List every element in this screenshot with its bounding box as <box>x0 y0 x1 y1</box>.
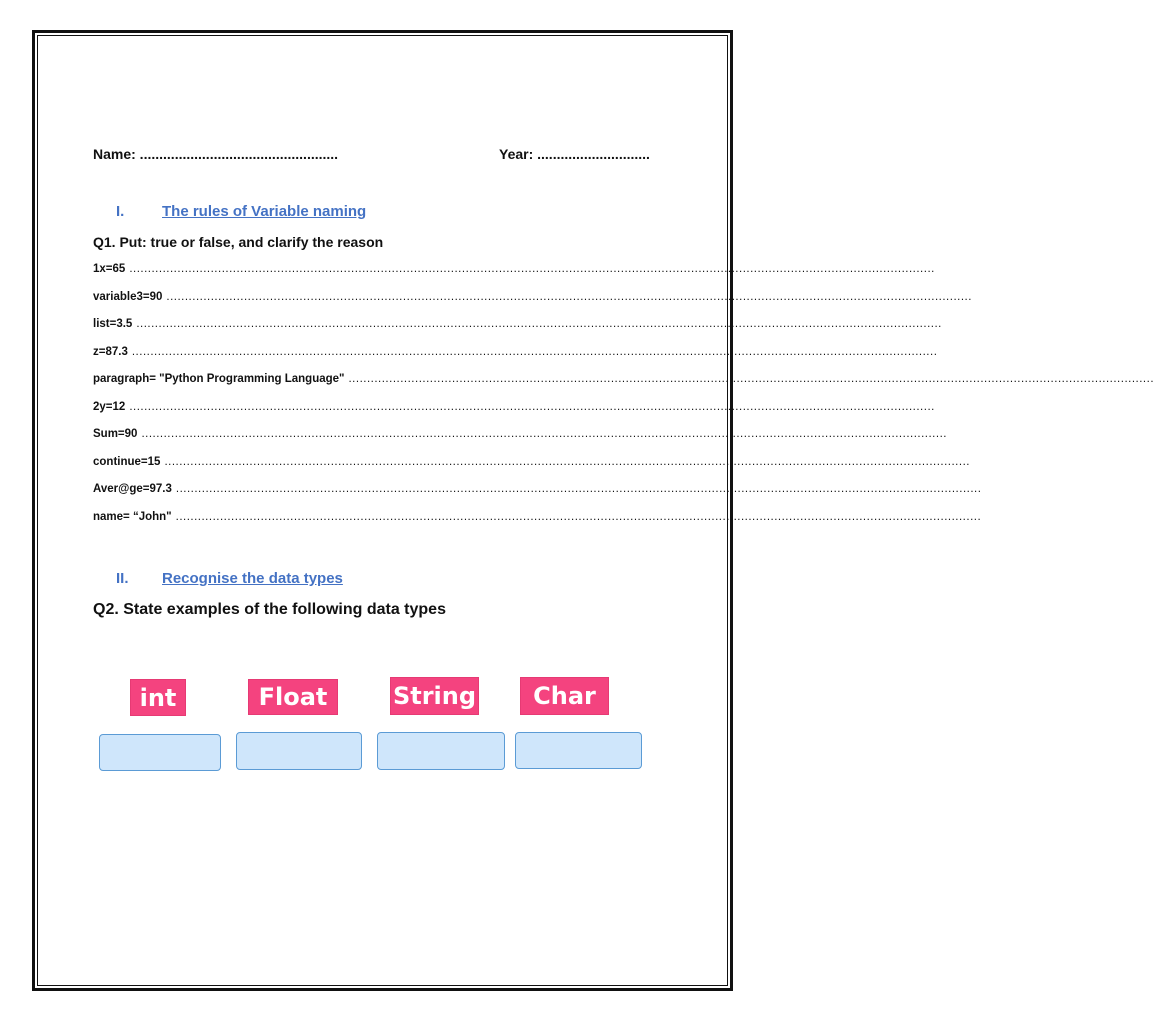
question-2: Q2. State examples of the following data types <box>93 601 446 618</box>
item-expression: name= “John" <box>93 511 172 523</box>
type-tag-int: int <box>130 679 186 716</box>
list-item <box>93 401 935 413</box>
type-tag-string: String <box>390 677 479 715</box>
answer-dotted-line: .......................................................................................................................................................................................................................... <box>175 483 982 495</box>
answer-box-float[interactable] <box>236 732 362 770</box>
answer-dotted-line: .......................................................................................................................................................................................................................... <box>129 401 935 413</box>
item-expression: paragraph= "Python Programming Language" <box>93 373 345 385</box>
answer-box-int[interactable] <box>99 734 221 771</box>
section-1-number: I. <box>116 203 125 220</box>
answer-box-string[interactable] <box>377 732 505 770</box>
name-field: Name: ................................................... <box>93 146 339 162</box>
item-expression: 1x=65 <box>93 263 126 275</box>
answer-box-char[interactable] <box>515 732 642 769</box>
list-item <box>93 263 935 275</box>
answer-dotted-line: .......................................................................................................................................................................................................................... <box>175 511 982 523</box>
list-item <box>93 483 982 495</box>
section-2-title: Recognise the data types <box>162 570 343 587</box>
item-expression: Aver@ge=97.3 <box>93 483 172 495</box>
list-item <box>93 318 942 330</box>
list-item <box>93 456 970 468</box>
item-expression: list=3.5 <box>93 318 133 330</box>
list-item <box>93 511 982 523</box>
list-item <box>93 291 972 303</box>
item-expression: continue=15 <box>93 456 161 468</box>
item-expression: 2y=12 <box>93 401 126 413</box>
item-expression: z=87.3 <box>93 346 128 358</box>
section-1-title: The rules of Variable naming <box>162 203 367 220</box>
list-item <box>93 428 947 440</box>
answer-dotted-line: .......................................................................................................................................................................................................................... <box>348 373 1154 385</box>
section-2-number: II. <box>116 570 129 587</box>
answer-dotted-line: .......................................................................................................................................................................................................................... <box>129 263 935 275</box>
type-tag-float: Float <box>248 679 338 715</box>
answer-dotted-line: .......................................................................................................................................................................................................................... <box>136 318 942 330</box>
answer-dotted-line: .......................................................................................................................................................................................................................... <box>164 456 970 468</box>
question-1: Q1. Put: true or false, and clarify the reason <box>93 234 384 250</box>
item-expression: variable3=90 <box>93 291 163 303</box>
type-tag-char: Char <box>520 677 609 715</box>
year-field: Year: ............................. <box>499 146 650 162</box>
list-item <box>93 346 938 358</box>
answer-dotted-line: .......................................................................................................................................................................................................................... <box>131 346 938 358</box>
list-item <box>93 373 1154 385</box>
item-expression: Sum=90 <box>93 428 138 440</box>
answer-dotted-line: .......................................................................................................................................................................................................................... <box>141 428 947 440</box>
answer-dotted-line: .......................................................................................................................................................................................................................... <box>166 291 972 303</box>
